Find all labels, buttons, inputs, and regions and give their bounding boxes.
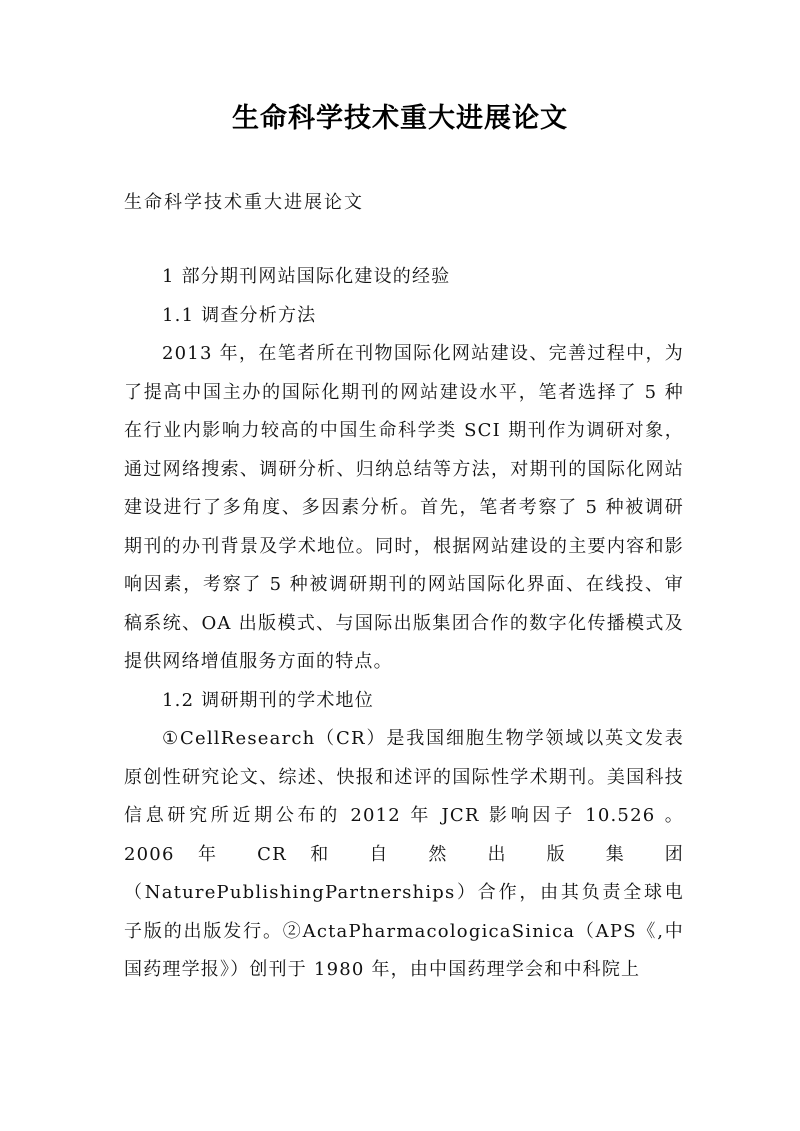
subsection-heading: 1.2 调研期刊的学术地位 <box>162 689 374 711</box>
section-heading: 1 部分期刊网站国际化建设的经验 <box>162 266 451 287</box>
subsection-heading: 1.1 调查分析方法 <box>162 304 317 326</box>
document-title: 生命科学技术重大进展论文 <box>232 103 568 134</box>
document-subtitle: 生命科学技术重大进展论文 <box>124 192 364 213</box>
document-body <box>124 258 684 990</box>
body-paragraph: 2013 年，在笔者所在刊物国际化网站建设、完善过程中，为了提高中国主办的国际化期刊的网站建设水平，笔者选择了 5 种在行业内影响力较高的中国生命科学类 SCI 期刊作为调研对象，通过网络搜索、调研分析、归纳总结等方法，对期刊的国际化网站建设进行了多角度、多因素分析。首先，笔者考察了 5 种被调研期刊的办刊背景及学术地位。同时，根据网站建设的主要内容和影响因素，考察了 5 种被调研期刊的网站国际化界面、在线投、审稿系统、OA 出版模式、与国际出版集团合作的数字化传播模式及提供网络增值服务方面的特点。 <box>124 343 684 672</box>
body-paragraph: ①CellResearch（CR）是我国细胞生物学领域以英文发表原创性研究论文、综述、快报和述评的国际性学术期刊。美国科技信息研究所近期公布的 2012 年 JCR 影响因子 10.526 。 2006 年 CR 和 自 然 出 版 集 团（NaturePublishingPartnerships）合作，由其负责全球电子版的出版发行。②ActaPharmacologicaSinica（APS《,中国药理学报》）创刊于 1980 年，由中国药理学会和中科院上 <box>124 728 684 980</box>
